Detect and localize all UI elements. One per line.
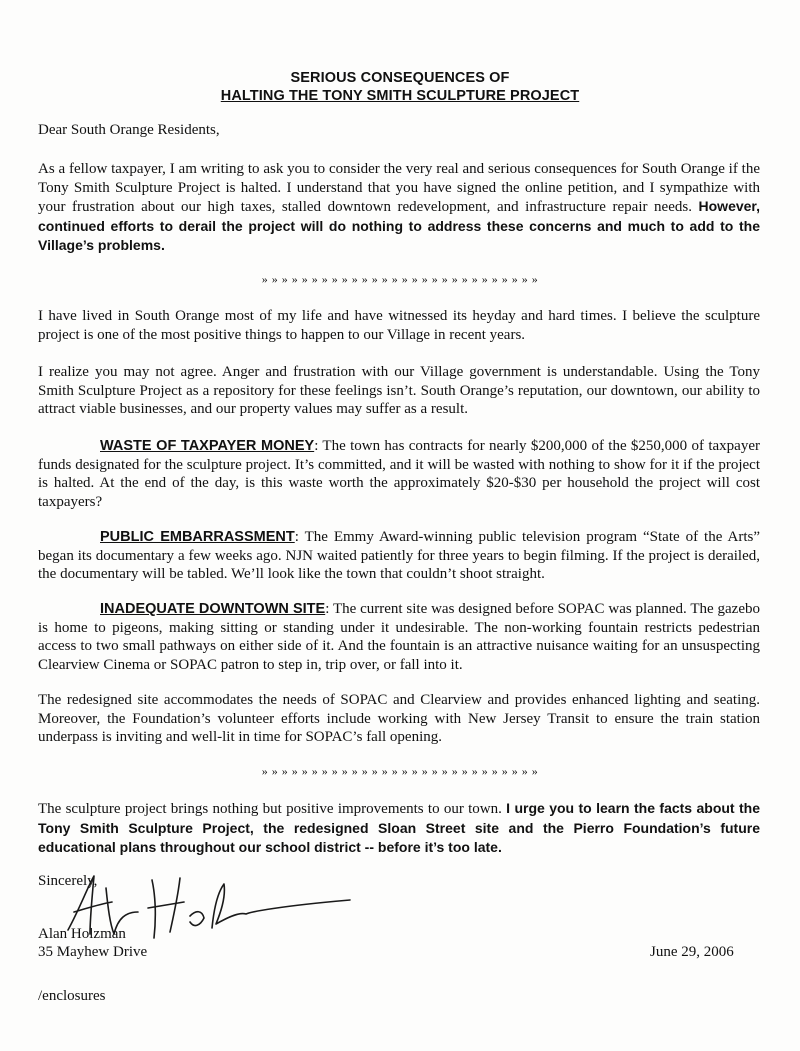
paragraph-closing-bold: I urge you to learn the facts about the Tony Smith Sculpture Project, the redesigned Sloan Street site and the Pierro Foundation’s future educational plans throughout our school district -- before it’s too late. <box>38 800 761 855</box>
heading-site: INADEQUATE DOWNTOWN SITE <box>100 601 326 617</box>
separator-bottom: » » » » » » » » » » » » » » » » » » » » » » » » » » » » <box>261 764 539 778</box>
signer-name: Alan Holzman <box>38 926 126 942</box>
heading-embarrassment: PUBLIC EMBARRASSMENT <box>100 529 295 545</box>
paragraph-site-text: : The current site was designed before SOPAC was planned. The gazebo is home to pigeons, making sitting or standing under it undesirable. The non-working fountain restricts pedestrian access to two small pathways on either side of it. And the fountain is an attractive nuisance waiting for an unsuspecting Clearview Cinema or SOPAC patron to step in, trip over, or fall into it. <box>38 601 760 673</box>
paragraph-site <box>38 600 760 674</box>
paragraph-redesign: The redesigned site accommodates the needs of SOPAC and Clearview and provides enhanced lighting and seating. Moreover, the Foundation’s volunteer efforts include working with New Jersey Transit to ensure the train station underpass is inviting and well-lit in time for SOPAC’s fall opening. <box>38 692 760 745</box>
paragraph-embarrassment-text: : The Emmy Award-winning public television program “State of the Arts” began its documentary a few weeks ago. NJN waited patiently for three years to begin filming. If the project is derailed, the documentary will be tabled. We’ll look like the town that couldn’t shoot straight. <box>38 529 760 582</box>
paragraph-embarrassment <box>38 528 760 584</box>
paragraph-intro <box>38 160 760 256</box>
enclosures-note: /enclosures <box>38 988 106 1004</box>
paragraph-closing-text: The sculpture project brings nothing but positive improvements to our town. <box>38 801 502 817</box>
paragraph-waste <box>38 437 760 511</box>
paragraph-history: I have lived in South Orange most of my life and have witnessed its heyday and hard times. I believe the sculpture project is one of the most positive things to happen to our Village in recent years. <box>38 308 760 343</box>
sign-off: Sincerely, <box>38 873 98 889</box>
heading-waste: WASTE OF TAXPAYER MONEY <box>100 438 315 454</box>
paragraph-waste-text: : The town has contracts for nearly $200,000 of the $250,000 of taxpayer funds designated for the sculpture project. It’s committed, and it will be wasted with nothing to show for it if the project is halted. At the end of the day, is this waste worth the approximately $20-$30 per household the project will cost taxpayers? <box>38 438 760 510</box>
paragraph-intro-text: As a fellow taxpayer, I am writing to ask you to consider the very real and serious consequences for South Orange if the Tony Smith Sculpture Project is halted. I understand that you have signed the online petition, and I sympathize with your frustration about our high taxes, stalled downtown redevelopment, and infrastructure repair needs. <box>38 161 760 215</box>
paragraph-closing <box>38 799 760 858</box>
signer-address: 35 Mayhew Drive <box>38 944 148 960</box>
paragraph-intro-bold: However, continued efforts to derail the project will do nothing to address these concerns and much to add to the Village’s problems. <box>38 198 760 253</box>
title-line-1: SERIOUS CONSEQUENCES OF <box>290 70 510 86</box>
title-line-2: HALTING THE TONY SMITH SCULPTURE PROJECT <box>220 88 580 104</box>
salutation: Dear South Orange Residents, <box>38 122 220 138</box>
paragraph-disagree: I realize you may not agree. Anger and frustration with our Village government is understandable. Using the Tony Smith Sculpture Project as a repository for these feelings isn’t. South Orange’s reputation, our downtown, our ability to attract viable businesses, and our property values may suffer as a result. <box>38 364 760 417</box>
letter-date: June 29, 2006 <box>650 944 734 960</box>
separator-top: » » » » » » » » » » » » » » » » » » » » » » » » » » » » <box>261 272 539 286</box>
